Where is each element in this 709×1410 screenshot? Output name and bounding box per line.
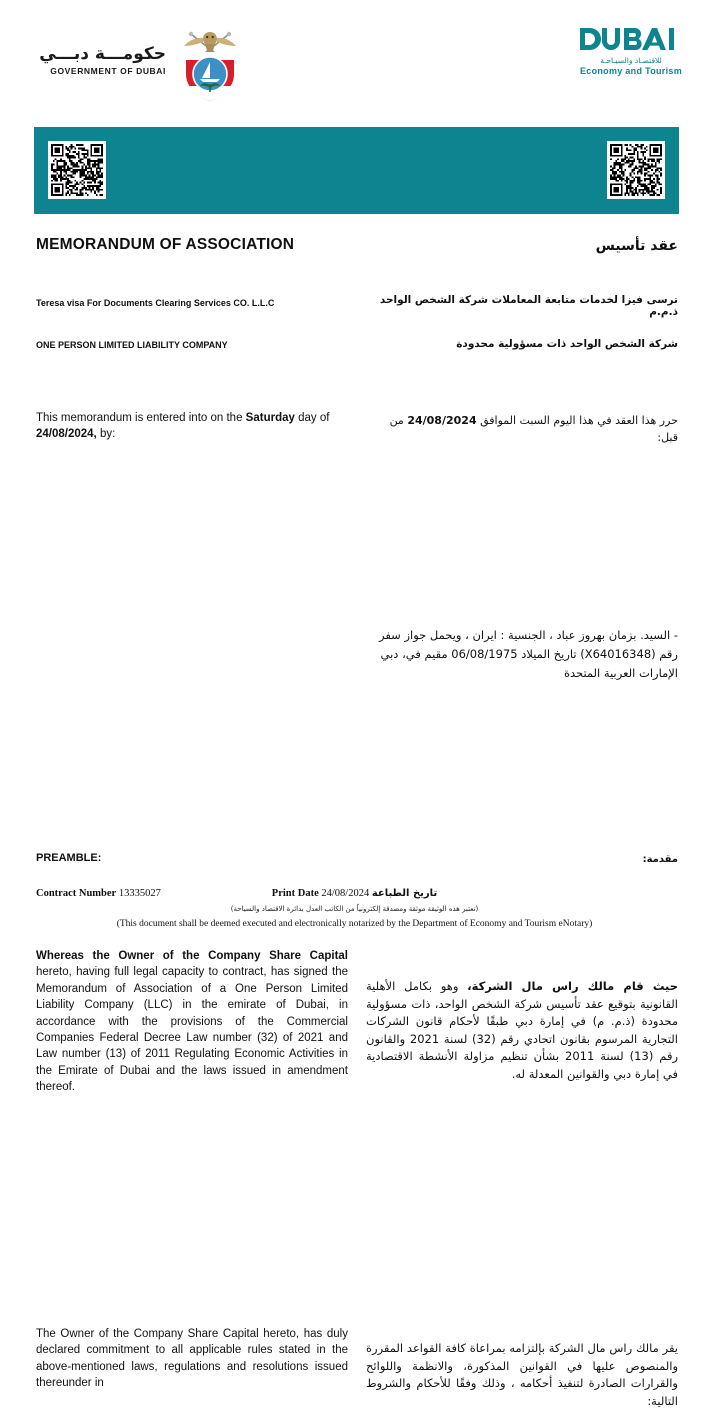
contract-number-value: 13335027 (118, 888, 161, 899)
paragraph-1-en-bold: Whereas the Owner of the Company Share Capital (36, 950, 348, 962)
uae-falcon-emblem-icon (174, 24, 246, 102)
government-of-dubai-logo (26, 22, 236, 100)
company-name-en: Teresa visa For Documents Clearing Services CO. L.L.C (36, 298, 275, 308)
lead-en-part3: by: (96, 428, 116, 440)
dubai-wordmark-icon (579, 26, 683, 52)
gov-logo-arabic: حكومـــة دبـــي (39, 44, 166, 64)
footer-note-en: (This document shall be deemed executed and electronically notarized by the Department of Economy and Tourism eNotary) (116, 919, 593, 929)
title-row (0, 214, 709, 260)
print-date-label-ar: تاريخ الطباعة (371, 888, 438, 899)
lead-ar-part2: من قبل: (389, 414, 678, 444)
footer-note-ar: (تعتبر هذه الوثيقة موثقة ومصدقة إلكترونياً من الكاتب العدل بدائرة الاقتصاد والسياحة) (230, 905, 479, 913)
header-logo-bar (0, 0, 709, 113)
teal-banner (34, 127, 679, 214)
company-type-en: ONE PERSON LIMITED LIABILITY COMPANY (36, 340, 228, 350)
paragraph-2-en: The Owner of the Company Share Capital hereto, has duly declared commitment to all applicable rules stated in the above-mentioned laws, regulations and resolutions issued thereunder in (36, 1328, 348, 1390)
qr-code-right-icon[interactable] (607, 141, 665, 199)
paragraph-1-ar-rest: وهو بكامل الأهلية القانونية بتوقيع عقد تأسيس شركة الشخص الواحد، ذات مسؤولية محدودة (ذ.م. م) في إمارة دبي طبقًا لأحكام قانون الشركات التجارية المرسوم بقانون اتحادي رقم (32) لسنة 2021 والقانون رقم (13) لسنة 2011 بشأن تنظيم مزاولة الأنشطة الاقتصادية في إمارة دبي والقوانين المعدلة له. (366, 979, 678, 1081)
det-logo-arabic: للاقتصـاد والسيـاحـة (600, 56, 662, 65)
gov-logo-text (26, 44, 166, 76)
lead-ar-date: 24/08/2024 (407, 414, 477, 427)
document-footer (0, 888, 709, 929)
paragraph-1-en (36, 948, 348, 1096)
print-date-label: Print Date (271, 888, 319, 899)
gov-logo-english: GOVERNMENT OF DUBAI (50, 66, 166, 76)
qr-code-left-icon[interactable] (48, 141, 106, 199)
paragraph-2-ar: يقر مالك راس مال الشركة بإلتزامه بمراعاة كافة القواعد المقررة والمنصوص عليها في القوانين المذكورة، والانظمة واللوائح والقرارات الصادرة لتنفيذ أحكامه ، وذلك وفقًا للأحكام والشروط التالية: (366, 1341, 678, 1408)
company-type-ar: شركة الشخص الواحد ذات مسؤولية محدودة (456, 338, 678, 350)
print-date-value: 24/08/2024 (321, 888, 370, 899)
print-date (0, 888, 709, 899)
lead-en-day: Saturday (245, 412, 295, 424)
lead-ar-part1: حرر هذا العقد في هذا اليوم السبت الموافق (476, 414, 678, 427)
lead-date-row (0, 322, 709, 444)
paragraph-1-ar-bold: حيث قام مالك راس مال الشركة، (467, 979, 678, 993)
lead-en-part2: day of (294, 412, 330, 424)
owner-details-ar: - السيد. بزمان بهروز عباد ، الجنسية : ايران ، ويحمل جواز سفر رقم (X64016348) تاريخ الميلاد 06/08/1975 مقيم في، دبي الإمارات العربية المتحدة (379, 628, 678, 680)
document-title-ar: عقد تأسيس (595, 238, 678, 254)
preamble-label-ar: مقدمة: (642, 854, 678, 865)
lead-en-part1: This memorandum is entered into on the (36, 412, 246, 424)
preamble-label-en: PREAMBLE: (36, 852, 102, 864)
document-title-en: MEMORANDUM OF ASSOCIATION (36, 236, 295, 253)
dubai-economy-tourism-logo (579, 26, 683, 88)
company-name-ar: ترسى فيزا لخدمات متابعة المعاملات شركة الشخص الواحد ذ.م.م (379, 294, 678, 318)
paragraph-1-en-rest: hereto, having full legal capacity to contract, has signed the Memorandum of Association of a One Person Limited Liability Company (LLC) in the emirate of Dubai, in accordance with the provisions of the Commercial Companies Federal Decree Law number (32) of 2021 and Law number (13) of 2011 Regulating Economic Activities in the Emirate of Dubai and the laws issued in amendment thereof. (36, 966, 348, 1094)
footer-meta-line (0, 888, 709, 903)
company-type-row (0, 290, 709, 350)
det-logo-english: Economy and Tourism (579, 66, 683, 76)
owner-details-row (0, 394, 709, 680)
contract-number-label: Contract Number (36, 888, 117, 899)
company-name-row (0, 260, 709, 318)
paragraph-1-ar (366, 978, 678, 1084)
lead-en-date: 24/08/2024, (36, 428, 97, 440)
